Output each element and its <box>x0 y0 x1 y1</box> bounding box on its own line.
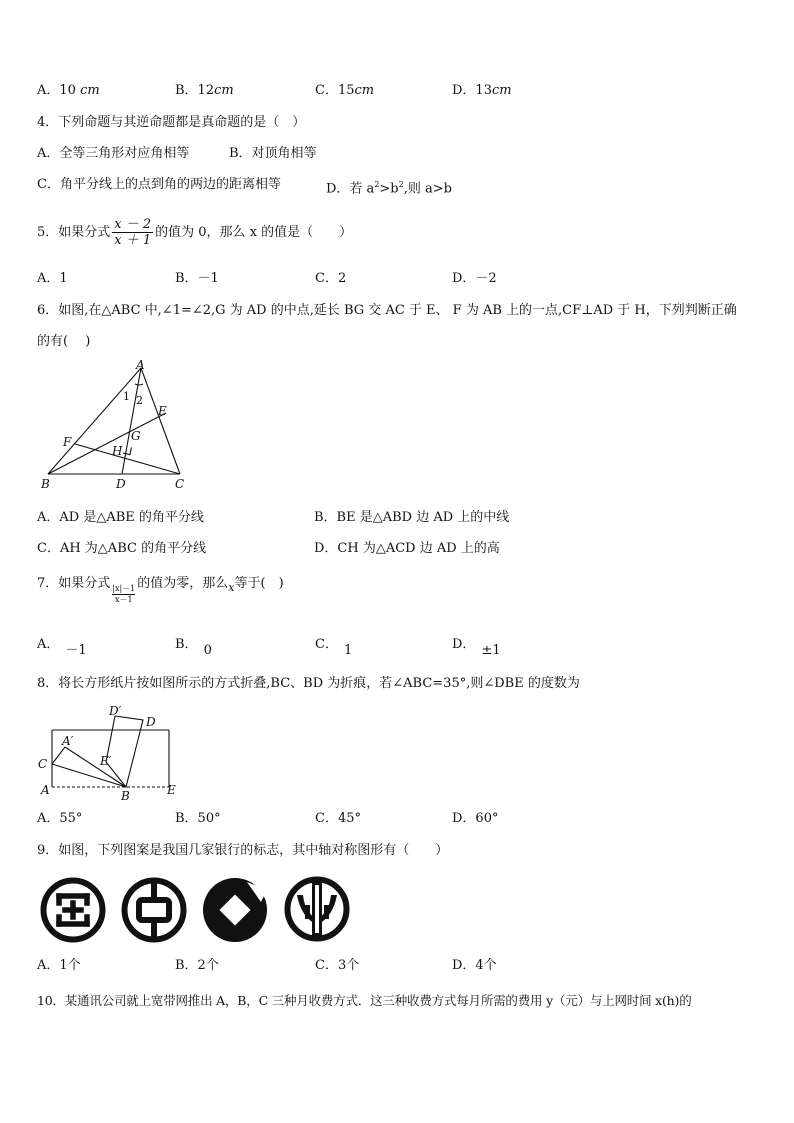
q5-option-c: C．2 <box>315 271 347 286</box>
q7-option-d: D． ±1 <box>452 637 501 658</box>
q7-stem: 7．如果分式 $\frac{|x|-1}{x-1}$ 的值为零，那么$_x$等于( ) <box>37 576 284 604</box>
q3-option-c: C．15cm <box>315 83 375 98</box>
q5-option-d: D．－2 <box>452 271 497 286</box>
q6-label-H: H <box>112 444 123 458</box>
q6-option-d: D．CH 为△ACD 边 AD 上的高 <box>314 541 500 556</box>
icbc-logo-icon <box>39 876 107 944</box>
ccb-logo-icon <box>201 876 269 944</box>
q8-label-E: E <box>167 783 176 797</box>
q8-label-Dprime: D′ <box>109 704 122 718</box>
q8-option-a: A．55° <box>37 811 83 826</box>
q3-option-b: B．12cm <box>175 83 234 98</box>
q7-fraction: $\frac{|x|-1}{x-1}$ <box>112 584 136 604</box>
q5-stem: 5．如果分式 $\frac{x - 2}{x + 1}$ 的值为 0，那么 x 的值是（ ） <box>37 217 353 248</box>
q8-stem: 8．将长方形纸片按如图所示的方式折叠,BC、BD 为折痕，若∠ABC=35°,则∠DBE 的度数为 <box>37 676 580 691</box>
boc-logo-icon <box>120 876 188 944</box>
q6-label-G: G <box>131 429 141 443</box>
q3-option-d: D．13cm <box>452 83 512 98</box>
q4-option-b: B．对顶角相等 <box>229 146 317 161</box>
q7-option-c: C． 1 <box>315 637 353 658</box>
q8-folding-figure <box>35 702 185 804</box>
q7-option-b: B． 0 <box>175 637 212 658</box>
q7-option-a: A． －1 <box>37 637 87 658</box>
q5-fraction: $\frac{x - 2}{x + 1}$ <box>114 217 152 248</box>
q6-label-F: F <box>63 435 72 449</box>
q4-option-a: A．全等三角形对应角相等 <box>37 146 190 161</box>
q4-stem: 4．下列命题与其逆命题都是真命题的是（ ） <box>37 115 306 130</box>
q9-option-c: C．3个 <box>315 958 360 973</box>
q6-stem-line1: 6．如图,在△ABC 中,∠1=∠2,G 为 AD 的中点,延长 BG 交 AC 于 E、 F 为 AB 上的一点,CF⊥AD 于 H，下列判断正确 <box>37 303 737 318</box>
q8-option-b: B．50° <box>175 811 221 826</box>
q10-stem: 10．某通讯公司就上宽带网推出 A，B，C 三种月收费方式．这三种收费方式每月所需的费用 y（元）与上网时间 x(h)的 <box>37 993 692 1008</box>
q6-option-b: B．BE 是△ABD 边 AD 上的中线 <box>314 510 510 525</box>
q9-option-d: D．4个 <box>452 958 497 973</box>
q8-label-D: D <box>146 715 156 729</box>
q6-label-D: D <box>116 477 126 491</box>
q6-triangle-figure <box>35 358 195 492</box>
q6-stem-line2: 的有( ) <box>37 334 91 349</box>
q4-option-d: D．若 $a^2>b^2$,则 a>b <box>326 180 452 197</box>
q8-label-B: B <box>121 789 130 803</box>
q3-option-a: A．10 cm <box>37 83 100 98</box>
q8-label-C: C <box>38 757 48 771</box>
q4-option-c: C．角平分线上的点到角的两边的距离相等 <box>37 177 281 192</box>
q6-label-B: B <box>41 477 50 491</box>
q6-option-c: C．AH 为△ABC 的角平分线 <box>37 541 207 556</box>
q9-option-b: B．2个 <box>175 958 219 973</box>
q8-label-Aprime: A′ <box>62 734 74 748</box>
q6-label-E: E <box>158 404 167 418</box>
abc-logo-icon <box>283 875 351 943</box>
q8-option-c: C．45° <box>315 811 361 826</box>
q5-option-a: A．1 <box>37 271 68 286</box>
q8-label-Eprime: E′ <box>100 754 112 768</box>
q6-label-angle2: 2 <box>136 394 143 407</box>
q8-option-d: D．60° <box>452 811 499 826</box>
q6-label-angle1: 1 <box>123 390 130 403</box>
q9-option-a: A．1个 <box>37 958 81 973</box>
q8-label-A: A <box>41 783 50 797</box>
q6-option-a: A．AD 是△ABE 的角平分线 <box>37 510 204 525</box>
q6-label-A: A <box>136 358 145 372</box>
q6-label-C: C <box>175 477 185 491</box>
q5-option-b: B．－1 <box>175 271 219 286</box>
q9-stem: 9．如图，下列图案是我国几家银行的标志，其中轴对称图形有（ ） <box>37 843 449 858</box>
